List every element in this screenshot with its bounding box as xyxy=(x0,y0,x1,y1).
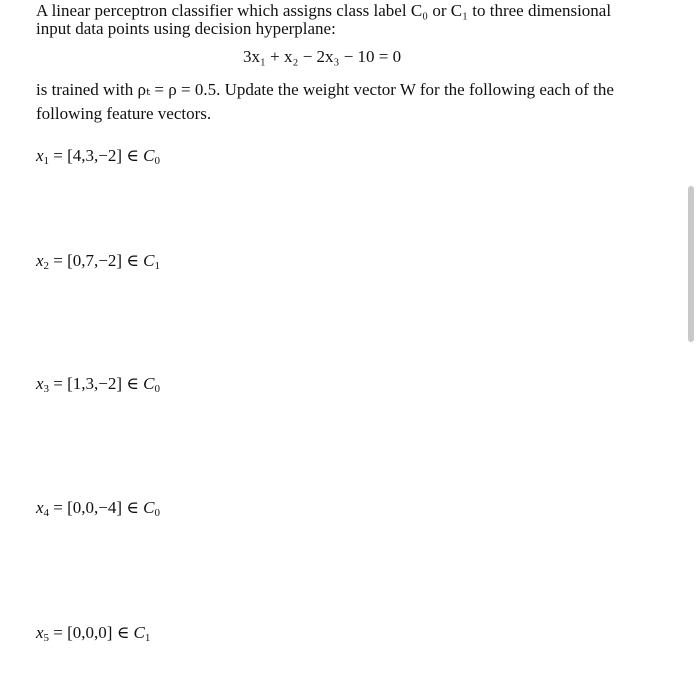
vector-class: C xyxy=(133,623,145,642)
vector-index: 2 xyxy=(43,260,50,272)
vector-class: C xyxy=(143,146,155,165)
vector-class-index: 1 xyxy=(144,632,151,644)
vector-variable: x xyxy=(36,623,44,642)
vector-value: = [4,3,−2] ∈ xyxy=(49,146,144,165)
vector-value: = [0,7,−2] ∈ xyxy=(49,251,144,270)
vector-index: 4 xyxy=(43,507,50,519)
feature-vector-x4 xyxy=(36,497,160,519)
vector-class-index: 1 xyxy=(154,260,160,272)
vector-index: 1 xyxy=(43,155,50,167)
vector-class-index: 0 xyxy=(154,383,160,395)
vector-class-index: 0 xyxy=(154,507,160,519)
training-paragraph-line-1: is trained with ρₜ = ρ = 0.5. Update the weight vector W for the following each of the xyxy=(36,80,614,99)
vector-variable: x xyxy=(36,146,44,165)
intro-line-2: input data points using decision hyperplane: xyxy=(36,19,336,38)
feature-vector-x3 xyxy=(36,373,160,395)
feature-vector-x1 xyxy=(36,145,160,167)
vector-variable: x xyxy=(36,251,44,270)
vector-index: 3 xyxy=(43,383,50,395)
vector-class: C xyxy=(143,374,155,393)
vector-value: = [1,3,−2] ∈ xyxy=(49,374,144,393)
vector-index: 5 xyxy=(43,632,50,644)
training-paragraph-line-2: following feature vectors. xyxy=(36,104,212,123)
vector-value: = [0,0,0] ∈ xyxy=(49,623,134,642)
hyperplane-equation: 3x₁ + x₂ − 2x₃ − 10 = 0 xyxy=(243,47,402,66)
vector-class: C xyxy=(143,498,155,517)
intro-line-1: A linear perceptron classifier which assigns class label C₀ or C₁ to three dimensional xyxy=(36,1,612,20)
feature-vector-x5 xyxy=(36,622,150,644)
vector-class: C xyxy=(143,251,155,270)
vector-value: = [0,0,−4] ∈ xyxy=(49,498,144,517)
vertical-scrollbar[interactable] xyxy=(688,186,694,342)
vector-variable: x xyxy=(36,498,44,517)
feature-vector-x2 xyxy=(36,250,160,272)
vector-variable: x xyxy=(36,374,44,393)
vector-class-index: 0 xyxy=(154,155,160,167)
